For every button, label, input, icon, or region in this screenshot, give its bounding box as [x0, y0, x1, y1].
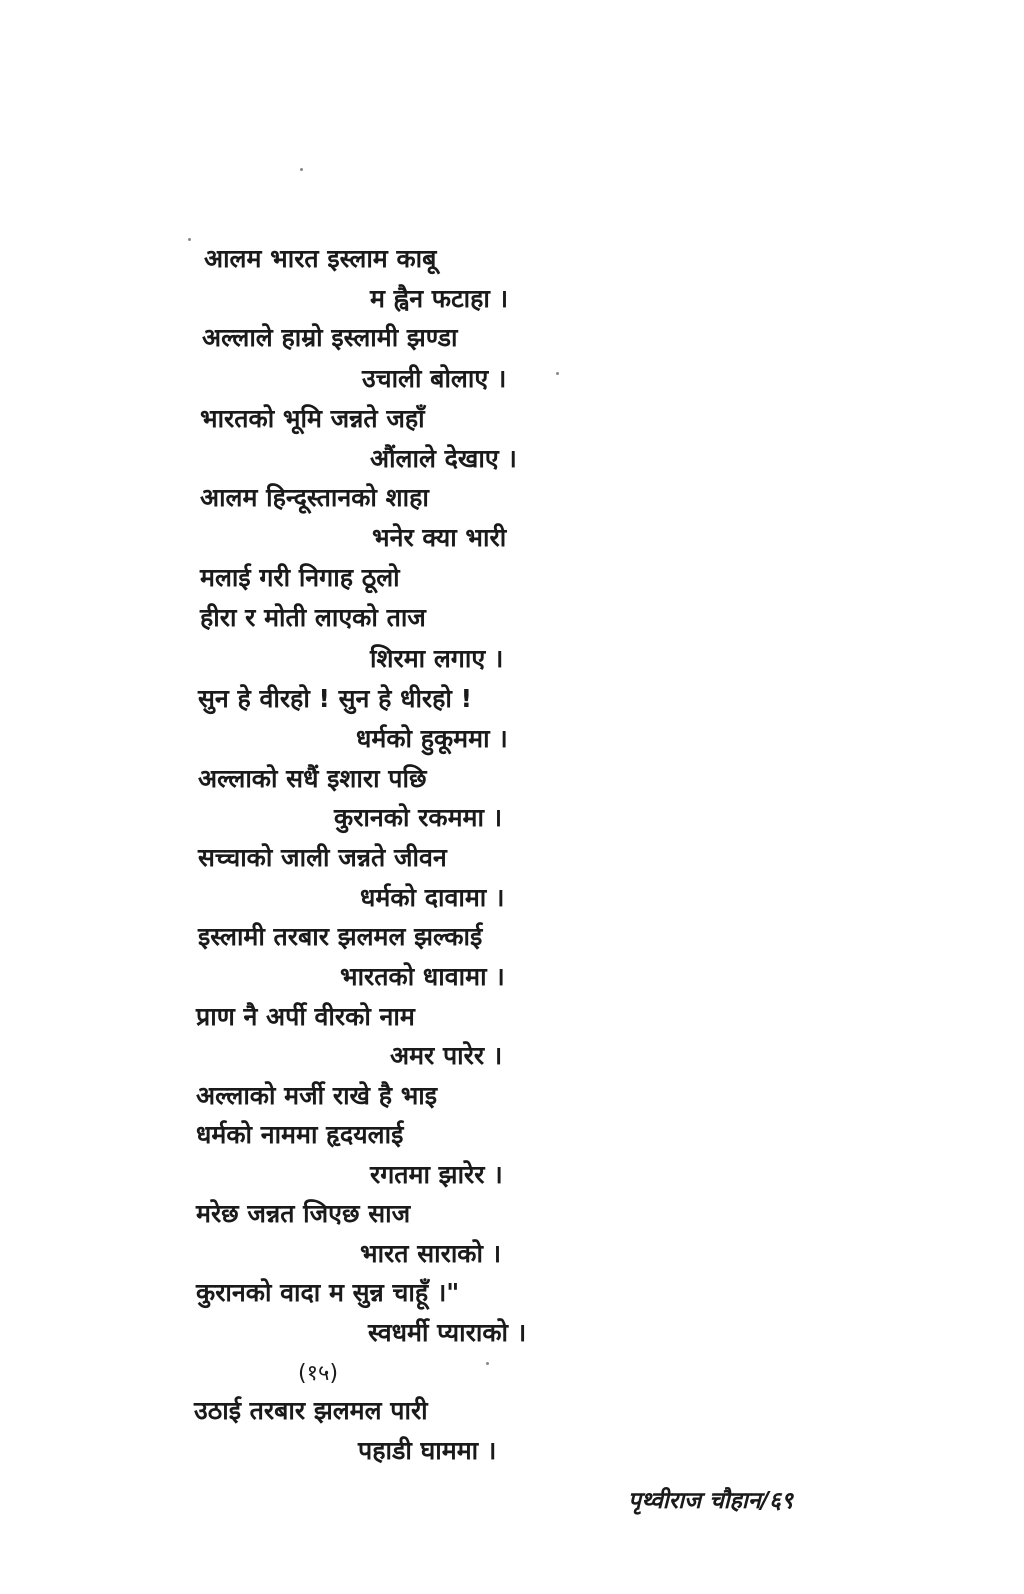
verse-line: उठाई तरबार झलमल पारी — [194, 1396, 428, 1425]
verse-line: हीरा र मोती लाएको ताज — [200, 603, 426, 632]
print-speck — [188, 238, 191, 241]
stanza-number: (१५) — [298, 1361, 339, 1386]
verse-line: स्वधर्मी प्याराको । — [368, 1318, 527, 1347]
verse-line: अल्लाको मर्जी राखे है भाइ — [196, 1081, 438, 1110]
verse-line: आलम भारत इस्लाम काबू — [204, 244, 437, 273]
verse-line: धर्मको नाममा हृदयलाई — [196, 1120, 404, 1149]
verse-line: भारत साराको । — [360, 1239, 502, 1268]
verse-line: शिरमा लगाए । — [370, 644, 504, 673]
verse-line: कुरानको रकममा । — [334, 803, 503, 832]
verse-line: अमर पारेर । — [390, 1041, 503, 1070]
verse-line: प्राण नै अर्पी वीरको नाम — [196, 1002, 415, 1031]
verse-line: भारतको भूमि जन्नते जहाँ — [200, 404, 425, 433]
verse-line: अल्लाको सधैं इशारा पछि — [198, 764, 427, 793]
verse-line: सच्चाको जाली जन्नते जीवन — [198, 843, 447, 872]
verse-line: मरेछ जन्नत जिएछ साज — [196, 1199, 411, 1228]
verse-line: उचाली बोलाए । — [362, 364, 507, 393]
verse-line: इस्लामी तरबार झलमल झल्काई — [198, 922, 483, 951]
running-footer: पृथ्वीराज चौहान/६९ — [628, 1488, 793, 1514]
verse-line: औंलाले देखाए । — [370, 444, 517, 473]
verse-line: भारतको धावामा । — [340, 962, 505, 991]
verse-line: सुन हे वीरहो ! सुन हे धीरहो ! — [198, 684, 473, 713]
verse-line: मलाई गरी निगाह ठूलो — [200, 563, 400, 592]
verse-line: रगतमा झारेर । — [370, 1160, 503, 1189]
verse-line: अल्लाले हाम्रो इस्लामी झण्डा — [202, 323, 458, 352]
print-speck — [300, 168, 303, 171]
verse-line: म ह्वैन फटाहा । — [370, 284, 509, 313]
verse-line: भनेर क्या भारी — [372, 523, 507, 552]
print-speck — [556, 372, 559, 375]
verse-line: कुरानको वादा म सुन्न चाहूँ ।" — [196, 1278, 460, 1307]
print-speck — [486, 1362, 489, 1365]
verse-line: धर्मको हुकूममा । — [356, 724, 508, 753]
verse-line: धर्मको दावामा । — [360, 883, 505, 912]
verse-line: आलम हिन्दूस्तानको शाहा — [200, 483, 429, 512]
verse-line: पहाडी घाममा । — [358, 1436, 497, 1465]
